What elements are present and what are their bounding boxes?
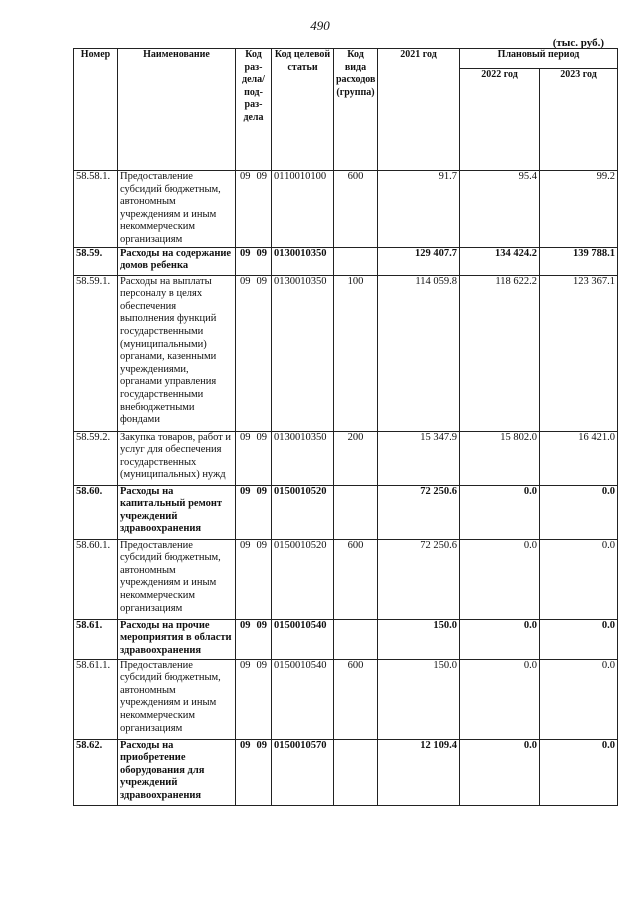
page-number: 490 — [310, 18, 330, 33]
subsection-code: 09 — [256, 431, 267, 443]
value-2021: 114 059.8 — [378, 275, 460, 431]
table-row — [74, 659, 618, 739]
table-row — [74, 739, 618, 805]
value-2023: 16 421.0 — [540, 431, 618, 485]
value-2021: 91.7 — [378, 171, 460, 248]
row-number: 58.60.1. — [74, 539, 118, 619]
value-2023: 0.0 — [540, 539, 618, 619]
value-2021: 72 250.6 — [378, 539, 460, 619]
target-code: 0150010540 — [272, 659, 334, 739]
value-2021: 15 347.9 — [378, 431, 460, 485]
section-code: 09 — [240, 619, 251, 631]
expense-type — [334, 485, 378, 539]
value-2022: 15 802.0 — [460, 431, 540, 485]
value-2023: 123 367.1 — [540, 275, 618, 431]
value-2021: 72 250.6 — [378, 485, 460, 539]
expense-type: 600 — [334, 659, 378, 739]
section-code: 09 — [240, 275, 251, 287]
value-2023: 0.0 — [540, 739, 618, 805]
budget-table — [73, 48, 618, 806]
value-2022: 95.4 — [460, 171, 540, 248]
expense-type — [334, 739, 378, 805]
header-section-code: Код раз-дела/ под-раз-дела — [236, 49, 272, 171]
section-code: 09 — [240, 247, 251, 259]
row-number: 58.59.2. — [74, 431, 118, 485]
header-year-2022: 2022 год — [460, 69, 540, 171]
section-code: 09 — [240, 659, 251, 671]
row-name: Расходы на капитальный ремонт учреждений здравоохранения — [118, 485, 236, 539]
value-2022: 0.0 — [460, 739, 540, 805]
expense-type: 100 — [334, 275, 378, 431]
expense-type — [334, 247, 378, 275]
expense-type: 600 — [334, 171, 378, 248]
table-row — [74, 247, 618, 275]
subsection-code: 09 — [256, 485, 267, 497]
value-2022: 0.0 — [460, 619, 540, 659]
header-number: Номер — [74, 49, 118, 171]
row-number: 58.61.1. — [74, 659, 118, 739]
row-number: 58.60. — [74, 485, 118, 539]
header-expense-type: Код вида расходов (группа) — [334, 49, 378, 171]
value-2023: 0.0 — [540, 619, 618, 659]
target-code: 0150010570 — [272, 739, 334, 805]
row-name: Предоставление субсидий бюджетным, автономным учреждениям и иным некоммерческим организациям — [118, 539, 236, 619]
value-2021: 129 407.7 — [378, 247, 460, 275]
table-row — [74, 539, 618, 619]
value-2022: 134 424.2 — [460, 247, 540, 275]
table-row — [74, 431, 618, 485]
subsection-code: 09 — [256, 619, 267, 631]
row-name: Расходы на прочие мероприятия в области здравоохранения — [118, 619, 236, 659]
value-2022: 0.0 — [460, 659, 540, 739]
value-2021: 150.0 — [378, 619, 460, 659]
target-code: 0130010350 — [272, 431, 334, 485]
row-name: Расходы на содержание домов ребенка — [118, 247, 236, 275]
header-planned-period: Плановый период — [460, 49, 618, 69]
expense-type — [334, 619, 378, 659]
table-row — [74, 275, 618, 431]
header-year-2021: 2021 год — [378, 49, 460, 171]
value-2023: 99.2 — [540, 171, 618, 248]
row-number: 58.59.1. — [74, 275, 118, 431]
target-code: 0130010350 — [272, 247, 334, 275]
section-code: 09 — [240, 431, 251, 443]
subsection-code: 09 — [256, 539, 267, 551]
header-target-code: Код целевой статьи — [272, 49, 334, 171]
section-code: 09 — [240, 539, 251, 551]
header-year-2023: 2023 год — [540, 69, 618, 171]
target-code: 0130010350 — [272, 275, 334, 431]
section-code: 09 — [240, 171, 251, 182]
expense-type: 200 — [334, 431, 378, 485]
unit-note: (тыс. руб.) — [552, 37, 604, 49]
row-name: Предоставление субсидий бюджетным, автономным учреждениям и иным некоммерческим организациям — [118, 171, 236, 248]
table-row — [74, 171, 618, 248]
row-number: 58.62. — [74, 739, 118, 805]
subsection-code: 09 — [256, 659, 267, 671]
row-name: Предоставление субсидий бюджетным, автономным учреждениям и иным некоммерческим организациям — [118, 659, 236, 739]
value-2021: 150.0 — [378, 659, 460, 739]
subsection-code: 09 — [256, 171, 267, 182]
table-row — [74, 619, 618, 659]
target-code: 0110010100 — [272, 171, 334, 248]
header-name: Наименование — [118, 49, 236, 171]
row-name: Закупка товаров, работ и услуг для обеспечения государственных (муниципальных) нужд — [118, 431, 236, 485]
subsection-code: 09 — [256, 275, 267, 287]
section-code: 09 — [240, 739, 251, 751]
value-2022: 0.0 — [460, 485, 540, 539]
expense-type: 600 — [334, 539, 378, 619]
value-2023: 0.0 — [540, 485, 618, 539]
value-2023: 139 788.1 — [540, 247, 618, 275]
target-code: 0150010520 — [272, 539, 334, 619]
subsection-code: 09 — [256, 739, 267, 751]
target-code: 0150010540 — [272, 619, 334, 659]
section-code: 09 — [240, 485, 251, 497]
row-name: Расходы на приобретение оборудования для учреждений здравоохранения — [118, 739, 236, 805]
value-2022: 118 622.2 — [460, 275, 540, 431]
row-number: 58.61. — [74, 619, 118, 659]
row-number: 58.58.1. — [74, 171, 118, 248]
row-name: Расходы на выплаты персоналу в целях обеспечения выполнения функций государственными (муниципальными) органами, казенными учреждениями, органами управления государственными внебюджетными фондами — [118, 275, 236, 431]
target-code: 0150010520 — [272, 485, 334, 539]
row-number: 58.59. — [74, 247, 118, 275]
value-2022: 0.0 — [460, 539, 540, 619]
value-2023: 0.0 — [540, 659, 618, 739]
table-row — [74, 485, 618, 539]
value-2021: 12 109.4 — [378, 739, 460, 805]
subsection-code: 09 — [256, 247, 267, 259]
